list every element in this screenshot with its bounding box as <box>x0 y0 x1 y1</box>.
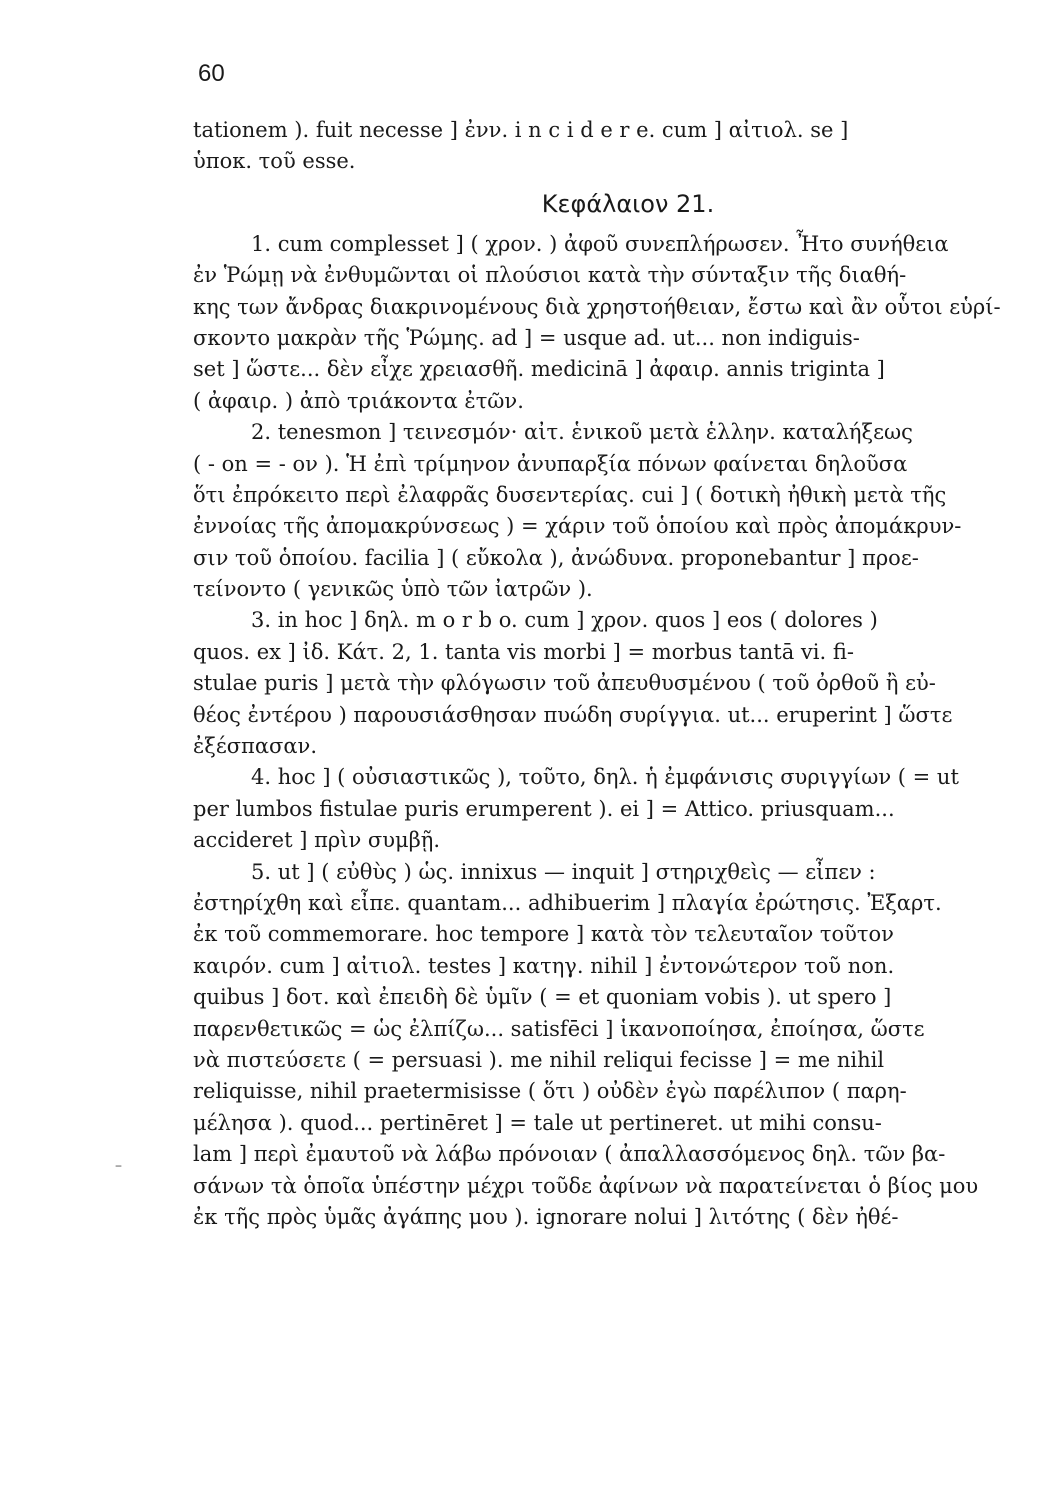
text-line: stulae puris ] μετὰ τὴν φλόγωσιν τοῦ ἀπευθυσμένου ( τοῦ ὀρθοῦ ἢ εὐ- <box>193 671 936 696</box>
text-line: set ] ὥστε... δὲν εἶχε χρειασθῆ. medicinā ] ἀφαιρ. annis triginta ] <box>193 357 885 382</box>
text-line: 5. ut ] ( εὐθὺς ) ὡς. innixus — inquit ] στηριχθεὶς — εἶπεν : <box>251 859 876 884</box>
text-line: τείνοντο ( γενικῶς ὑπὸ τῶν ἰατρῶν ). <box>193 577 593 602</box>
text-line: ὑποκ. τοῦ esse. <box>193 149 356 174</box>
text-line: quos. ex ] ἰδ. Κάτ. 2, 1. tanta vis morbi ] = morbus tantā vi. fi- <box>193 639 854 664</box>
text-line: ἐξέσπασαν. <box>193 734 317 759</box>
text-line: νὰ πιστεύσετε ( = persuasi ). me nihil reliqui fecisse ] = me nihil <box>193 1047 885 1072</box>
text-line: θέος ἐντέρου ) παρουσιάσθησαν πυώδη συρίγγια. ut... eruperint ] ὥστε <box>193 702 953 727</box>
text-line: σιν τοῦ ὁποίου. facilia ] ( εὔκολα ), ἀνώδυνα. proponebantur ] προε- <box>193 545 919 570</box>
text-line: ἐκ τῆς πρὸς ὑμᾶς ἀγάπης μου ). ignorare nolui ] λιτότης ( δὲν ἠθέ- <box>193 1204 899 1229</box>
text-line: ἐκ τοῦ commemorare. hoc tempore ] κατὰ τὸν τελευταῖον τοῦτον <box>193 922 894 947</box>
text-line: ἐν Ῥώμῃ νὰ ἐνθυμῶνται οἱ πλούσιοι κατὰ τὴν σύνταξιν τῆς διαθή- <box>193 263 907 288</box>
text-line: quibus ] δοτ. καὶ ἐπειδὴ δὲ ὑμῖν ( = et quoniam vobis ). ut spero ] <box>193 985 892 1010</box>
text-line: ὅτι ἐπρόκειτο περὶ ἐλαφρᾶς δυσεντερίας. cui ] ( δοτικὴ ἠθικὴ μετὰ τῆς <box>193 482 947 507</box>
commentary-text <box>193 115 1042 1233</box>
text-line: tationem ). fuit necesse ] ἐνν. i n c i d e r e. cum ] αἰτιολ. se ] <box>193 118 849 142</box>
text-line: ( ἀφαιρ. ) ἀπὸ τριάκοντα ἐτῶν. <box>193 388 524 413</box>
margin-mark: – <box>115 1158 122 1174</box>
text-line: 3. in hoc ] δηλ. m o r b o. cum ] χρον. quos ] eos ( dolores ) <box>251 608 878 633</box>
text-line: μέλησα ). quod... pertinēret ] = tale ut pertineret. ut mihi consu- <box>193 1110 882 1135</box>
text-line: lam ] περὶ ἐμαυτοῦ νὰ λάβω πρόνοιαν ( ἀπαλλασσόμενος δηλ. τῶν βα- <box>193 1142 946 1167</box>
text-line: 1. cum complesset ] ( χρον. ) ἀφοῦ συνεπλήρωσεν. Ἦτο συνήθεια <box>251 231 949 256</box>
text-line: reliquisse, nihil praetermisisse ( ὅτι ) οὐδὲν ἐγὼ παρέλιπον ( παρη- <box>193 1079 907 1104</box>
text-line: ἐννοίας τῆς ἀπομακρύνσεως ) = χάριν τοῦ ὁποίου καὶ πρὸς ἀπομάκρυν- <box>193 514 962 539</box>
text-line: 2. tenesmon ] τεινεσμόν· αἰτ. ἑνικοῦ μετὰ ἑλλην. καταλήξεως <box>251 420 913 445</box>
text-line: 4. hoc ] ( οὐσιαστικῶς ), τοῦτο, δηλ. ἡ ἐμφάνισις συριγγίων ( = ut <box>251 765 959 790</box>
chapter-heading: Κεφάλαιον 21. <box>541 189 715 218</box>
text-line: ἐστηρίχθη καὶ εἶπε. quantam... adhibuerim ] πλαγία ἐρώτησις. Ἐξαρτ. <box>193 890 942 915</box>
text-line: accideret ] πρὶν συμβῇ. <box>193 828 441 853</box>
text-line: κης των ἄνδρας διακρινομένους διὰ χρηστοήθειαν, ἔστω καὶ ἂν οὗτοι εὑρί- <box>193 294 1001 319</box>
text-line: per lumbos fistulae puris erumperent ). ei ] = Attico. priusquam... <box>193 796 895 821</box>
text-line: καιρόν. cum ] αἰτιολ. testes ] κατηγ. nihil ] ἐντονώτερον τοῦ non. <box>193 953 895 978</box>
page-number: 60 <box>198 60 225 87</box>
text-line: σκοντο μακρὰν τῆς Ῥώμης. ad ] = usque ad. ut... non indiguis- <box>193 325 860 350</box>
text-line: σάνων τὰ ὁποῖα ὑπέστην μέχρι τοῦδε ἀφίνων νὰ παρατείνεται ὁ βίος μου <box>193 1173 979 1198</box>
text-line: ( - on = - ον ). Ἡ ἐπὶ τρίμηνον ἀνυπαρξία πόνων φαίνεται δηλοῦσα <box>193 451 908 476</box>
text-line: παρενθετικῶς = ὡς ἐλπίζω... satisfēci ] ἱκανοποίησα, ἐποίησα, ὥστε <box>193 1016 925 1041</box>
